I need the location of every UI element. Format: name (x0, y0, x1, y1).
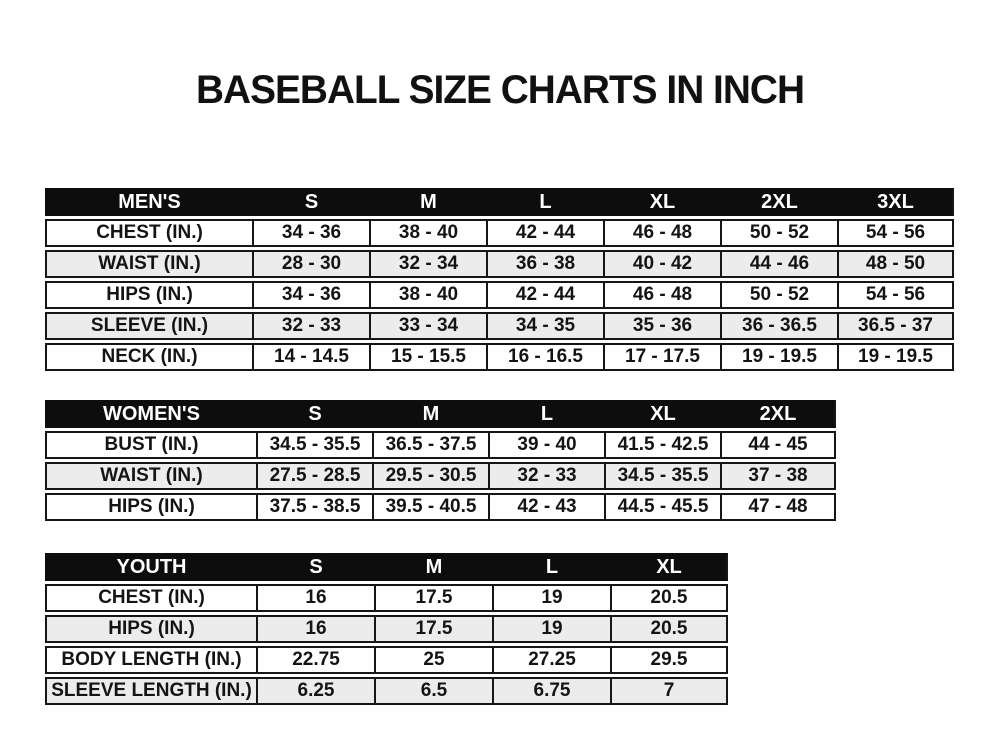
size-value-cell: 35 - 36 (603, 312, 720, 340)
size-value-cell: 46 - 48 (603, 219, 720, 247)
size-value-cell: 42 - 44 (486, 219, 603, 247)
size-value-cell: 32 - 33 (488, 462, 604, 490)
size-value-cell: 42 - 43 (488, 493, 604, 521)
table-row (45, 462, 836, 490)
size-value-cell: 40 - 42 (603, 250, 720, 278)
table-row (45, 343, 954, 371)
column-header-cell: XL (603, 188, 720, 216)
size-value-cell: 38 - 40 (369, 219, 486, 247)
size-value-cell: 32 - 33 (252, 312, 369, 340)
size-value-cell: 34.5 - 35.5 (256, 431, 372, 459)
header-row (45, 400, 836, 428)
size-value-cell: 20.5 (610, 584, 728, 612)
size-value-cell: 44.5 - 45.5 (604, 493, 720, 521)
size-value-cell: 36 - 36.5 (720, 312, 837, 340)
size-value-cell: 54 - 56 (837, 281, 954, 309)
size-value-cell: 16 (256, 584, 374, 612)
size-value-cell: 39.5 - 40.5 (372, 493, 488, 521)
size-value-cell: 42 - 44 (486, 281, 603, 309)
size-value-cell: 37.5 - 38.5 (256, 493, 372, 521)
size-value-cell: 29.5 - 30.5 (372, 462, 488, 490)
column-header-cell: XL (610, 553, 728, 581)
size-value-cell: 27.25 (492, 646, 610, 674)
size-value-cell: 50 - 52 (720, 281, 837, 309)
size-value-cell: 7 (610, 677, 728, 705)
size-value-cell: 6.5 (374, 677, 492, 705)
row-label-cell: NECK (IN.) (45, 343, 252, 371)
table-row (45, 615, 728, 643)
column-header-cell: S (256, 400, 372, 428)
row-label-cell: WAIST (IN.) (45, 250, 252, 278)
size-value-cell: 38 - 40 (369, 281, 486, 309)
size-value-cell: 6.75 (492, 677, 610, 705)
size-value-cell: 16 - 16.5 (486, 343, 603, 371)
column-header-cell: M (369, 188, 486, 216)
size-value-cell: 37 - 38 (720, 462, 836, 490)
size-value-cell: 17.5 (374, 615, 492, 643)
size-value-cell: 6.25 (256, 677, 374, 705)
row-label-cell: HIPS (IN.) (45, 493, 256, 521)
size-value-cell: 34 - 36 (252, 219, 369, 247)
size-value-cell: 34 - 35 (486, 312, 603, 340)
size-value-cell: 50 - 52 (720, 219, 837, 247)
size-value-cell: 34 - 36 (252, 281, 369, 309)
table-row (45, 646, 728, 674)
size-value-cell: 34.5 - 35.5 (604, 462, 720, 490)
table-title-cell: WOMEN'S (45, 400, 256, 428)
table-row (45, 677, 728, 705)
size-value-cell: 17.5 (374, 584, 492, 612)
size-value-cell: 36.5 - 37 (837, 312, 954, 340)
table-row (45, 281, 954, 309)
column-header-cell: S (256, 553, 374, 581)
size-value-cell: 39 - 40 (488, 431, 604, 459)
size-value-cell: 41.5 - 42.5 (604, 431, 720, 459)
page-title: BASEBALL SIZE CHARTS IN INCH (195, 68, 805, 112)
row-label-cell: SLEEVE LENGTH (IN.) (45, 677, 256, 705)
size-value-cell: 46 - 48 (603, 281, 720, 309)
header-row (45, 188, 954, 216)
row-label-cell: BODY LENGTH (IN.) (45, 646, 256, 674)
size-value-cell: 19 - 19.5 (837, 343, 954, 371)
table-row (45, 219, 954, 247)
row-label-cell: WAIST (IN.) (45, 462, 256, 490)
row-label-cell: BUST (IN.) (45, 431, 256, 459)
table-title-cell: YOUTH (45, 553, 256, 581)
size-value-cell: 29.5 (610, 646, 728, 674)
column-header-cell: 3XL (837, 188, 954, 216)
size-value-cell: 28 - 30 (252, 250, 369, 278)
table-row (45, 312, 954, 340)
size-value-cell: 54 - 56 (837, 219, 954, 247)
size-value-cell: 15 - 15.5 (369, 343, 486, 371)
size-value-cell: 19 (492, 584, 610, 612)
size-value-cell: 19 (492, 615, 610, 643)
size-value-cell: 33 - 34 (369, 312, 486, 340)
size-value-cell: 16 (256, 615, 374, 643)
column-header-cell: L (486, 188, 603, 216)
size-value-cell: 47 - 48 (720, 493, 836, 521)
size-value-cell: 44 - 45 (720, 431, 836, 459)
row-label-cell: CHEST (IN.) (45, 219, 252, 247)
table-row (45, 493, 836, 521)
size-value-cell: 36.5 - 37.5 (372, 431, 488, 459)
size-value-cell: 22.75 (256, 646, 374, 674)
womens-size-table (45, 397, 836, 524)
size-value-cell: 17 - 17.5 (603, 343, 720, 371)
size-value-cell: 36 - 38 (486, 250, 603, 278)
size-value-cell: 19 - 19.5 (720, 343, 837, 371)
youth-size-table (45, 550, 728, 708)
size-value-cell: 32 - 34 (369, 250, 486, 278)
table-row (45, 584, 728, 612)
size-value-cell: 14 - 14.5 (252, 343, 369, 371)
table-row (45, 250, 954, 278)
size-value-cell: 48 - 50 (837, 250, 954, 278)
column-header-cell: 2XL (720, 188, 837, 216)
size-value-cell: 25 (374, 646, 492, 674)
table-row (45, 431, 836, 459)
column-header-cell: S (252, 188, 369, 216)
size-value-cell: 20.5 (610, 615, 728, 643)
mens-size-table (45, 185, 954, 374)
column-header-cell: M (374, 553, 492, 581)
column-header-cell: XL (604, 400, 720, 428)
row-label-cell: HIPS (IN.) (45, 615, 256, 643)
header-row (45, 553, 728, 581)
row-label-cell: HIPS (IN.) (45, 281, 252, 309)
size-value-cell: 27.5 - 28.5 (256, 462, 372, 490)
table-title-cell: MEN'S (45, 188, 252, 216)
row-label-cell: SLEEVE (IN.) (45, 312, 252, 340)
size-value-cell: 44 - 46 (720, 250, 837, 278)
column-header-cell: L (488, 400, 604, 428)
column-header-cell: L (492, 553, 610, 581)
column-header-cell: M (372, 400, 488, 428)
row-label-cell: CHEST (IN.) (45, 584, 256, 612)
column-header-cell: 2XL (720, 400, 836, 428)
